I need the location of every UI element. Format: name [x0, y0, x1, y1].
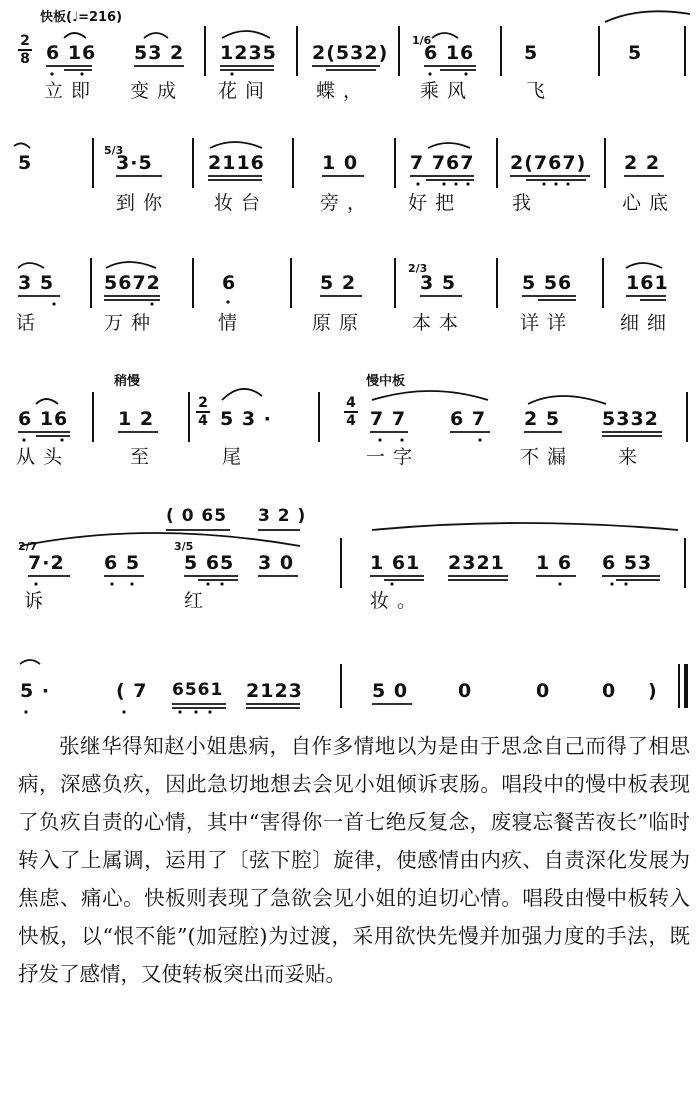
note-group: 7 767 [410, 152, 475, 174]
note-group: 6 7 [450, 408, 487, 430]
note-group: 5332 [602, 408, 659, 430]
note-group: 5 2 [320, 272, 357, 294]
lyric: 尾 [222, 446, 250, 468]
note-group: 2 2 [624, 152, 661, 174]
note-group: 0 [536, 680, 551, 702]
lyric: 蝶， [316, 80, 371, 102]
grace-note: 5/3 [104, 144, 124, 157]
note-group: 1 0 [322, 152, 359, 174]
note-group: 2321 [448, 552, 505, 574]
lyric: 详详 [520, 312, 575, 334]
lyric: 来 [618, 446, 646, 468]
note-group: 3·5 [116, 152, 153, 174]
lyric: 一字 [366, 446, 421, 468]
note-group: 1235 [220, 42, 277, 64]
note-group-upper: 3 2 ) [258, 506, 307, 526]
note-group: 1 2 [118, 408, 155, 430]
note-group: ) [648, 680, 658, 702]
time-sig-numerator: 2 [198, 395, 208, 411]
note-group: 6 [222, 272, 237, 294]
lyric: 原原 [312, 312, 367, 334]
commentary-text [18, 727, 690, 993]
tempo-marking-slow-medium: 慢中板 [366, 374, 406, 389]
lyric: 心底 [622, 192, 677, 214]
lyric: 飞 [526, 80, 554, 102]
lyric: 从头 [16, 446, 71, 468]
note-group: 5 0 [372, 680, 409, 702]
time-sig-denominator: 4 [198, 413, 208, 429]
note-group: 6 53 [602, 552, 653, 574]
grace-note: 3/5 [174, 540, 194, 553]
note-group: 6 16 [424, 42, 475, 64]
note-group: 1 6 [536, 552, 573, 574]
lyric: 话 [16, 312, 44, 334]
note-group: 5 [628, 42, 643, 64]
note-group: 5672 [104, 272, 161, 294]
note-group: 5 65 [184, 552, 235, 574]
tempo-marking-slightly-slow: 稍慢 [114, 374, 141, 389]
time-sig-numerator: 4 [346, 395, 356, 411]
commentary-paragraph: 张继华得知赵小姐患病，自作多情地以为是由于思念自己而得了相思病，深感负疚，因此急切地想去会见小姐倾诉衷肠。唱段中的慢中板表现了负疚自责的心情，其中“害得你一首七绝反复念，废寝忘餐苦夜长”临时转入了上属调，运用了〔弦下腔〕旋律，使感情由内疚、自责深化发展为焦虑、痛心。快板则表现了急欲会见小姐的迫切心情。唱段由慢中板转入快板，以“恨不能”(加冠腔)为过渡，采用欲快先慢并加强力度的手法，既抒发了感情，又使转板突出而妥贴。 [18, 734, 690, 986]
note-group: 161 [626, 272, 669, 294]
note-group: 2(767) [510, 152, 587, 174]
time-sig-denominator: 4 [346, 413, 356, 429]
lyric: 万种 [104, 312, 159, 334]
lyric: 变成 [130, 80, 185, 102]
note-group: 6561 [172, 680, 224, 700]
time-sig-numerator: 2 [20, 33, 30, 49]
lyric: 妆台 [214, 192, 269, 214]
note-group: 0 [602, 680, 617, 702]
grace-note: 1/6 [412, 34, 432, 47]
note-group: 6 16 [46, 42, 97, 64]
note-group: 3 0 [258, 552, 295, 574]
lyric: 红 [184, 590, 212, 612]
lyric: 细细 [620, 312, 675, 334]
note-group: 5 3 · [220, 408, 272, 430]
grace-note: 2/7 [18, 540, 38, 553]
lyric: 到你 [116, 192, 171, 214]
note-group: 1 61 [370, 552, 421, 574]
lyric: 不漏 [520, 446, 575, 468]
note-group: 2(532) [312, 42, 389, 64]
lyric: 至 [130, 446, 158, 468]
time-sig-denominator: 8 [20, 51, 30, 67]
note-group: 2 5 [524, 408, 561, 430]
lyric: 乘风 [420, 80, 475, 102]
grace-note: 2/3 [408, 262, 428, 275]
note-group: 7·2 [28, 552, 65, 574]
note-group: 6 5 [104, 552, 141, 574]
note-group: 3 5 [420, 272, 457, 294]
lyric: 情 [218, 312, 246, 334]
lyric: 立即 [44, 80, 99, 102]
note-group: 0 [458, 680, 473, 702]
note-group: 6 16 [18, 408, 69, 430]
note-group: 2116 [208, 152, 265, 174]
note-group-upper: ( 0 65 [166, 506, 228, 526]
note-group: 5 [18, 152, 33, 174]
note-group: ( 7 [116, 680, 148, 702]
lyric: 花间 [218, 80, 273, 102]
lyric: 妆。 [370, 590, 425, 612]
note-group: 3 5 [18, 272, 55, 294]
tempo-marking-fast: 快板(♩=216) [40, 10, 123, 25]
lyric: 好把 [408, 192, 463, 214]
note-group: 2123 [246, 680, 303, 702]
note-group: 53 2 [134, 42, 185, 64]
note-group: 7 7 [370, 408, 407, 430]
lyric: 本本 [412, 312, 467, 334]
note-group: 5 · [20, 680, 51, 702]
lyric: 我 [512, 192, 540, 214]
lyric: 诉 [24, 590, 52, 612]
note-group: 5 56 [522, 272, 573, 294]
note-group: 5 [524, 42, 539, 64]
lyric: 旁， [320, 192, 375, 214]
